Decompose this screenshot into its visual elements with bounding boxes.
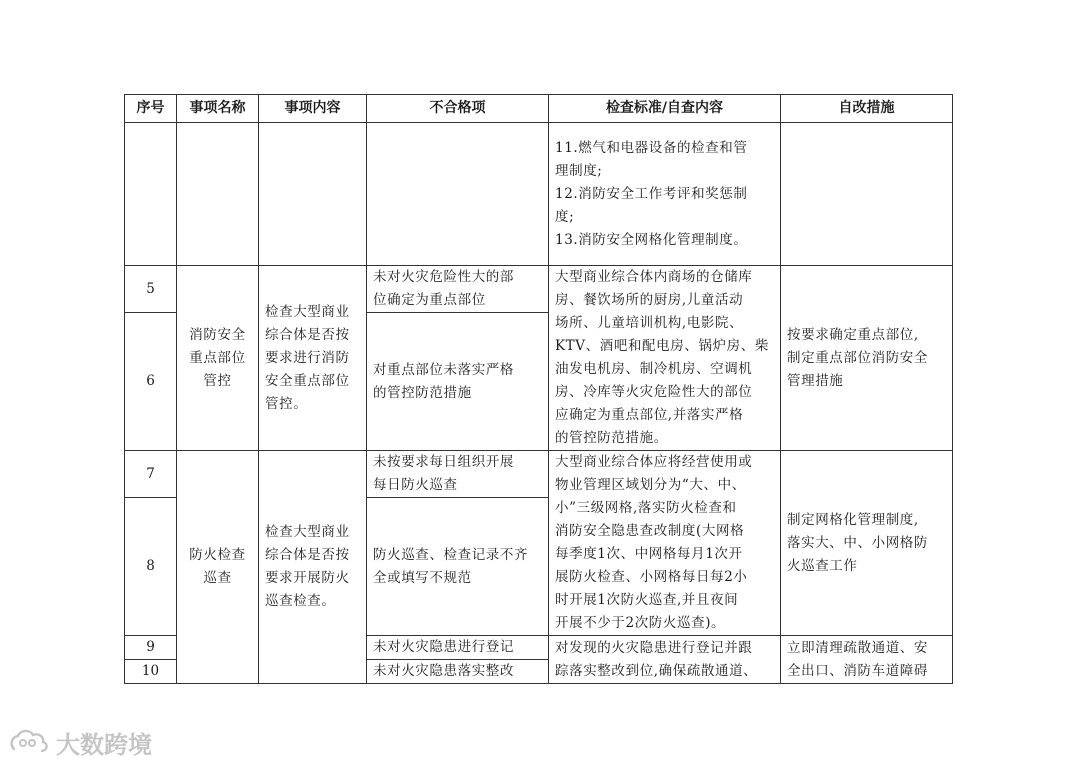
header-item-content: 事项内容 [259,95,367,123]
text-line: 立即清理疏散通道、安 [787,639,928,656]
text-line: 综合体是否按 [265,326,350,343]
watermark-text: 大数跨境 [56,730,152,759]
text-line: 踪落实整改到位,确保疏散通道、 [555,662,758,679]
text-line: KTV、酒吧和配电房、锅炉房、柴 [555,338,769,354]
text-line: 消防安全隐患查改制度(大网格 [555,523,745,539]
text-line: 房、冷库等火灾危险性大的部位 [555,384,753,400]
text-line: 的管控防范措施 [373,384,472,401]
text-line: 管控。 [265,395,308,412]
text-line: 消防安全 [189,326,246,343]
row-number: 6 [125,313,177,451]
text-line: 巡查 [203,570,232,586]
cell-content-empty [259,123,367,266]
cell-nonconformity [367,266,549,313]
text-line: 按要求确定重点部位, [787,326,919,343]
cell-nonconformity [367,636,549,660]
text-line: 大型商业综合体应将经营使用或 [555,454,753,470]
text-line: 对发现的火灾隐患进行登记并跟 [555,639,753,656]
text-line: 检查大型商业 [265,524,350,540]
text-line: 展防火检查、小网格每日每2小 [555,569,748,585]
table-row [125,123,953,266]
text-line: 大型商业综合体内商场的仓储库 [555,269,753,285]
cell-name-empty [177,123,259,266]
text-line: 制定重点部位消防安全 [787,349,928,366]
table-row [125,266,953,313]
cell-item-content [259,451,367,684]
text-line: 落实大、中、小网格防 [787,534,928,551]
text-line: 理制度; [555,162,603,179]
cell-nonconformity [367,313,549,451]
cell-standard [549,636,781,684]
text-line: 11.燃气和电器设备的检查和管 [555,139,748,156]
cell-nonconformity [367,451,549,498]
text-line: 应确定为重点部位,并落实严格 [555,407,744,423]
text-line: 综合体是否按 [265,547,350,563]
text-line: 每季度1次、中网格每月1次开 [555,546,743,562]
row-number: 9 [125,636,177,660]
text-line: 时开展1次防火巡查,并且夜间 [555,592,739,608]
header-serial: 序号 [125,95,177,123]
cell-item-name [177,451,259,684]
text-line: 全出口、消防车道障碍 [787,662,928,679]
watermark [8,724,152,760]
text-line: 火巡查工作 [787,557,858,574]
row-number: 10 [125,660,177,684]
text-line: 位确定为重点部位 [373,292,486,308]
text-line: 未按要求每日组织开展 [373,454,514,470]
cell-measures-empty [781,123,953,266]
text-line: 制定网格化管理制度, [787,511,919,528]
cell-standard [549,451,781,636]
header-nonconformity: 不合格项 [367,95,549,123]
header-standard: 检查标准/自查内容 [549,95,781,123]
cell-measures [781,451,953,636]
text-line: 的管控防范措施。 [555,430,668,446]
cell-standard [549,266,781,451]
text-line: 物业管理区域划分为“大、中、 [555,477,746,493]
text-line: 防火检查 [189,547,246,563]
text-line: 开展不少于2次防火巡查)。 [555,615,726,631]
text-line: 对重点部位未落实严格 [373,361,514,378]
table-row [125,451,953,498]
text-line: 防火巡查、检查记录不齐 [373,546,529,563]
cell-measures [781,266,953,451]
row-number: 7 [125,451,177,498]
cell-serial-empty [125,123,177,266]
text-line: 安全重点部位 [265,372,350,389]
text-line: 小”三级网格,落实防火检查和 [555,500,737,516]
text-line: 管控 [203,372,232,389]
text-line: 13.消防安全网格化管理制度。 [555,231,748,248]
inspection-table [124,94,953,684]
text-line: 未对火灾隐患落实整改 [373,663,514,679]
cell-standard-continuation [549,123,781,266]
text-line: 每日防火巡查 [373,477,458,493]
cell-item-name [177,266,259,451]
text-line: 要求进行消防 [265,349,350,366]
text-line: 房、餐饮场所的厨房,儿童活动 [555,292,744,308]
text-line: 巡查检查。 [265,593,336,609]
text-line: 未对火灾危险性大的部 [373,269,514,285]
cell-nonconformity-empty [367,123,549,266]
cell-nonconformity [367,498,549,636]
text-line: 全或填写不规范 [373,569,472,586]
row-number: 5 [125,266,177,313]
cell-item-content [259,266,367,451]
text-line: 检查大型商业 [265,303,350,320]
row-number: 8 [125,498,177,636]
cell-measures [781,636,953,684]
cloud-swirl-logo-icon [8,727,52,757]
table-header-row [125,95,953,123]
text-line: 重点部位 [189,349,246,366]
text-line: 管理措施 [787,372,844,389]
text-line: 场所、儿童培训机构,电影院、 [555,315,744,331]
text-line: 油发电机房、制冷机房、空调机 [555,361,753,377]
text-line: 12.消防安全工作考评和奖惩制 [555,185,748,202]
cell-nonconformity [367,660,549,684]
header-measures: 自改措施 [781,95,953,123]
header-item-name: 事项名称 [177,95,259,123]
text-line: 度; [555,208,575,225]
text-line: 要求开展防火 [265,570,350,586]
text-line: 未对火灾隐患进行登记 [373,639,514,655]
